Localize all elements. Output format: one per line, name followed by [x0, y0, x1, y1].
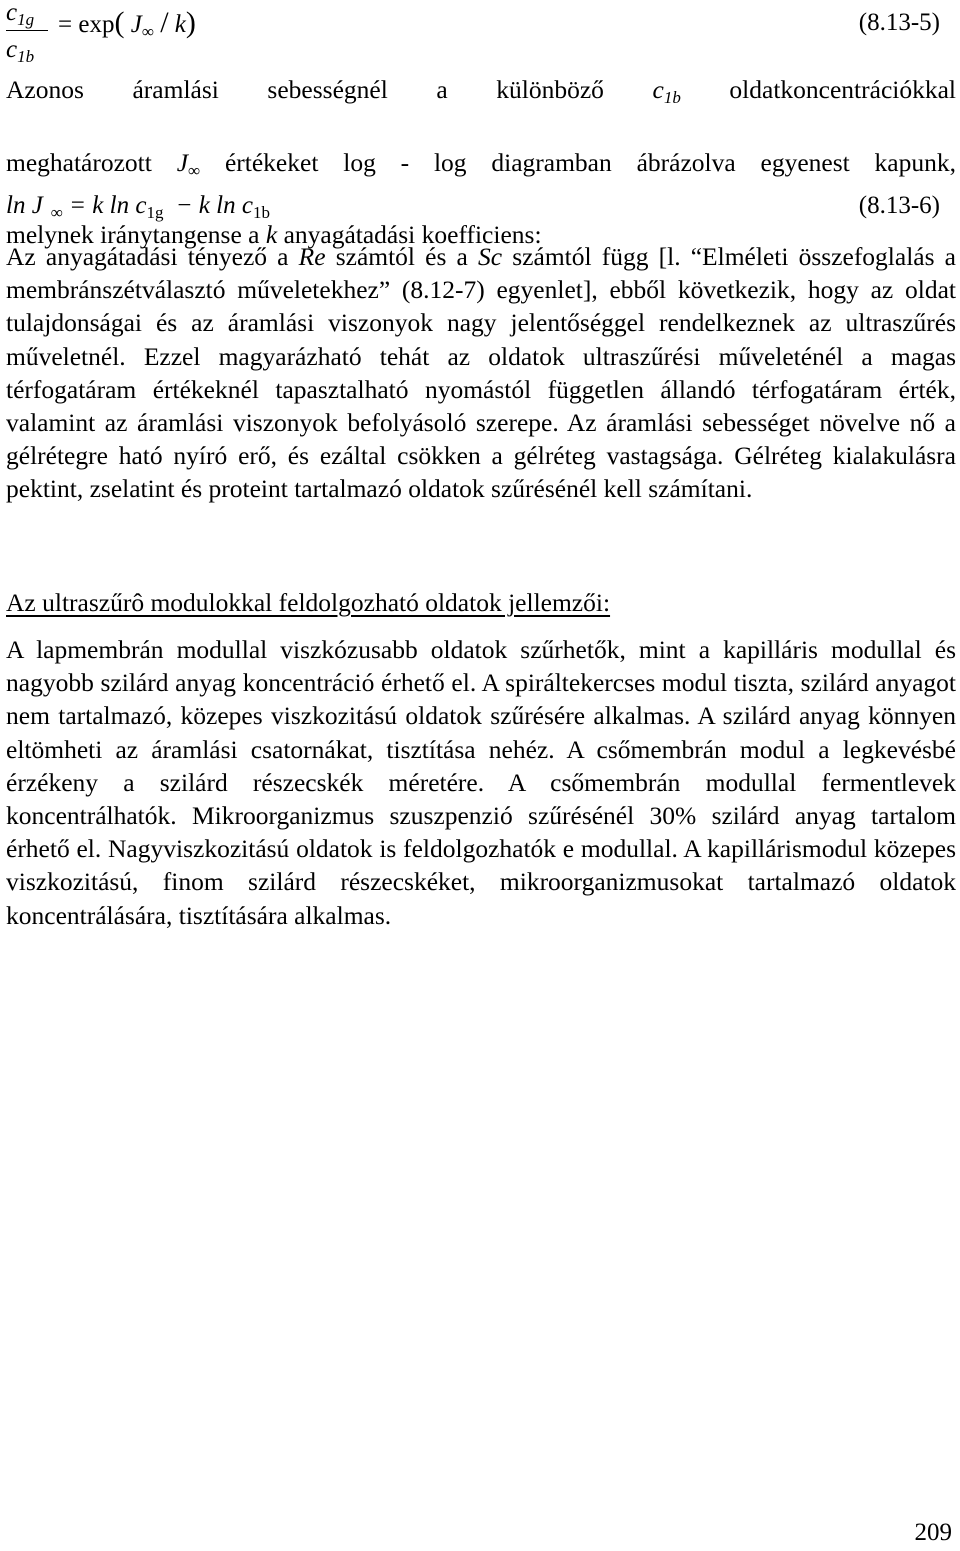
section-heading: Az ultraszűrô modulokkal feldolgozható oldatok jellemzői: [6, 588, 611, 617]
paragraph-1-line-2: meghatározott $J_\infty$ értékeket log - log diagramban ábrázolva egyenest kapunk, [6, 148, 956, 181]
paragraph-2-text: Az anyagátadási tényező a Re számtól és a Sc számtól függ [l. “Elméleti összefoglalás a membránszétválasztó műveletekhez” (8.12-7) egyenlet], ebből következik, hogy az oldat tulajdonságai és az áramlási viszonyok nagy jelentőséggel rendelkeznek az ultraszűrés műveletnél. Ezzel magyarázható tehát az oldatok ultraszűrési műveleténél a magas térfogatáram értékeknél tapasztalható nyomástól független állandó térfogatáram érték, valamint az áramlási viszonyok befolyásoló szerepe. Az áramlási sebességet növelve nő a gélrétegre ható nyíró erő, és ezáltal csökken a gélréteg vastagsága. Gélréteg kialakulásra pektint, zselatint és proteint tartalmazó oldatok szűrésénél kell számítani. [6, 242, 957, 504]
equation-number: (8.13-5) [858, 9, 940, 36]
paragraph-3-text: A lapmembrán modullal viszkózusabb oldatok szűrhetők, mint a kapilláris modullal és nagyobb szilárd anyag koncentráció érhető el. A spiráltekercses modul tiszta, szilárd anyagot nem tartalmazó, közepes viszkozitású oldatok szűrésére alkalmas. A szilárd anyag könnyen eltömheti az áramlási csatornákat, tisztítása nehéz. A csőmembrán modul a legkevésbé érzékeny a szilárd részecskék méretére. A csőmembrán modullal fermentlevek koncentrálhatók. Mikroorganizmus szuszpenzió szűrésénél 30% szilárd anyag tartalom érhető el. Nagyviszkozitású oldatok is feldolgozhatók e modullal. A kapillárismodul közepes viszkozitású, finom szilárd részecskéket, mikroorganizmusokat tartalmazó oldatok koncentrálására, tisztítására alkalmas. [6, 635, 956, 930]
paragraph-1-line-3: melynek iránytangense a k anyagátadási koefficiens: [6, 219, 542, 249]
fraction-bar [6, 30, 48, 31]
equation-number: (8.13-6) [858, 192, 940, 219]
equation-body: ln J $_\infty$ = k $\ln c_{1g} - k$ $\ln c_{1b}$ [6, 192, 270, 222]
fraction [6, 0, 52, 65]
page-number: 209 [914, 1519, 952, 1546]
equation-8-13-6 [6, 191, 940, 228]
paragraph-3 [6, 633, 956, 932]
fraction-numerator: $c_{1g}$ [6, 0, 35, 29]
paragraph-2 [6, 240, 956, 506]
fraction-denominator: $c_{1b}$ [6, 36, 35, 66]
paragraph-1-line-1: Azonos áramlási sebességnél a különböző $c_{1b}$ oldatkoncentrációkkal [6, 75, 956, 107]
equation-rhs: = exp( $J_\infty / k$) [58, 6, 196, 41]
equation-8-13-5 [6, 0, 940, 66]
